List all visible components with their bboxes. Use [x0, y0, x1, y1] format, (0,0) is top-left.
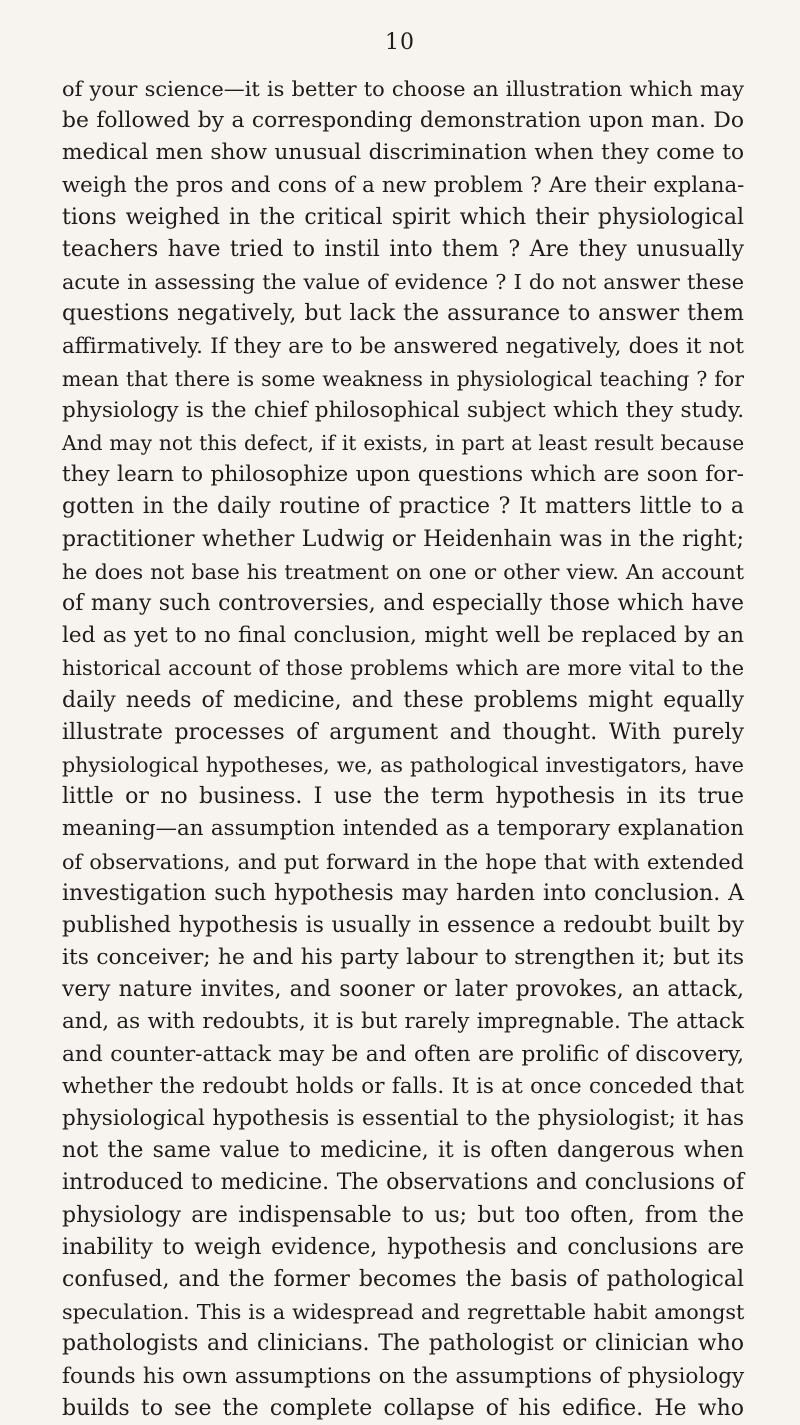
- text-line: affirmatively. If they are to be answered negatively, does it not: [62, 333, 744, 359]
- text-line: of many such controversies, and especially those which have: [62, 591, 744, 616]
- text-line: daily needs of medicine, and these problems might equally: [62, 687, 744, 713]
- text-line: inability to weigh evidence, hypothesis and conclusions are: [62, 1234, 744, 1260]
- text-line: speculation. This is a widespread and regrettable habit amongst: [62, 1300, 745, 1325]
- text-line: they learn to philosophize upon questions which are soon for-: [62, 462, 744, 488]
- text-line: teachers have tried to instil into them ? Are they unusually: [62, 236, 744, 262]
- text-line: and, as with redoubts, it is but rarely impregnable. The attack: [62, 1009, 744, 1035]
- text-line: published hypothesis is usually in essence a redoubt built by: [62, 912, 744, 938]
- text-line: gotten in the daily routine of practice ? It matters little to a: [62, 494, 744, 520]
- text-line: meaning—an assumption intended as a temporary explanation: [62, 816, 744, 842]
- text-line: very nature invites, and sooner or later provokes, an attack,: [62, 977, 744, 1003]
- text-line: physiology is the chief philosophical subject which they study.: [62, 397, 745, 423]
- text-line: pathologists and clinicians. The pathologist or clinician who: [62, 1331, 744, 1357]
- text-line: introduced to medicine. The observations and conclusions of: [62, 1170, 744, 1196]
- text-line: acute in assessing the value of evidence ? I do not answer these: [62, 270, 744, 295]
- text-line: of observations, and put forward in the hope that with extended: [62, 849, 744, 874]
- text-line: physiological hypotheses, we, as pathological investigators, have: [62, 752, 744, 777]
- text-line: investigation such hypothesis may harden into conclusion. A: [62, 880, 744, 906]
- text-line: founds his own assumptions on the assumptions of physiology: [62, 1363, 745, 1389]
- text-line: medical men show unusual discrimination when they come to: [62, 140, 744, 166]
- page-number: 10: [385, 30, 415, 55]
- text-line: builds to see the complete collapse of his edifice. He who: [62, 1395, 744, 1421]
- text-line: And may not this defect, if it exists, in part at least result because: [62, 431, 745, 456]
- text-line: weigh the pros and cons of a new problem ? Are their explana-: [62, 172, 745, 198]
- text-line: practitioner whether Ludwig or Heidenhain was in the right;: [62, 526, 744, 552]
- text-line: questions negatively, but lack the assurance to answer them: [62, 301, 744, 327]
- text-line: he does not base his treatment on one or other view. An account: [62, 559, 744, 584]
- text-line: historical account of those problems which are more vital to the: [62, 656, 745, 681]
- body-paragraph: [62, 73, 744, 1425]
- text-line: little or no business. I use the term hypothesis in its true: [62, 784, 744, 810]
- text-line: led as yet to no final conclusion, might well be replaced by an: [62, 623, 745, 649]
- text-line: its conceiver; he and his party labour to strengthen it; but its: [62, 945, 744, 971]
- text-line: be followed by a corresponding demonstration upon man. Do: [62, 108, 744, 134]
- text-line: whether the redoubt holds or falls. It is at once conceded that: [62, 1073, 744, 1099]
- text-line: mean that there is some weakness in physiological teaching ? for: [62, 366, 745, 391]
- text-line: illustrate processes of argument and thought. With purely: [62, 719, 744, 745]
- text-line: and counter-attack may be and often are prolific of discovery,: [62, 1041, 744, 1067]
- text-line: of your science—it is better to choose an illustration which may: [62, 77, 744, 101]
- text-line: tions weighed in the critical spirit which their physiological: [62, 204, 744, 230]
- text-line: physiology are indispensable to us; but too often, from the: [62, 1202, 744, 1228]
- text-line: confused, and the former becomes the basis of pathological: [62, 1266, 744, 1292]
- text-line: physiological hypothesis is essential to the physiologist; it has: [62, 1106, 744, 1131]
- text-line: not the same value to medicine, it is often dangerous when: [62, 1138, 744, 1164]
